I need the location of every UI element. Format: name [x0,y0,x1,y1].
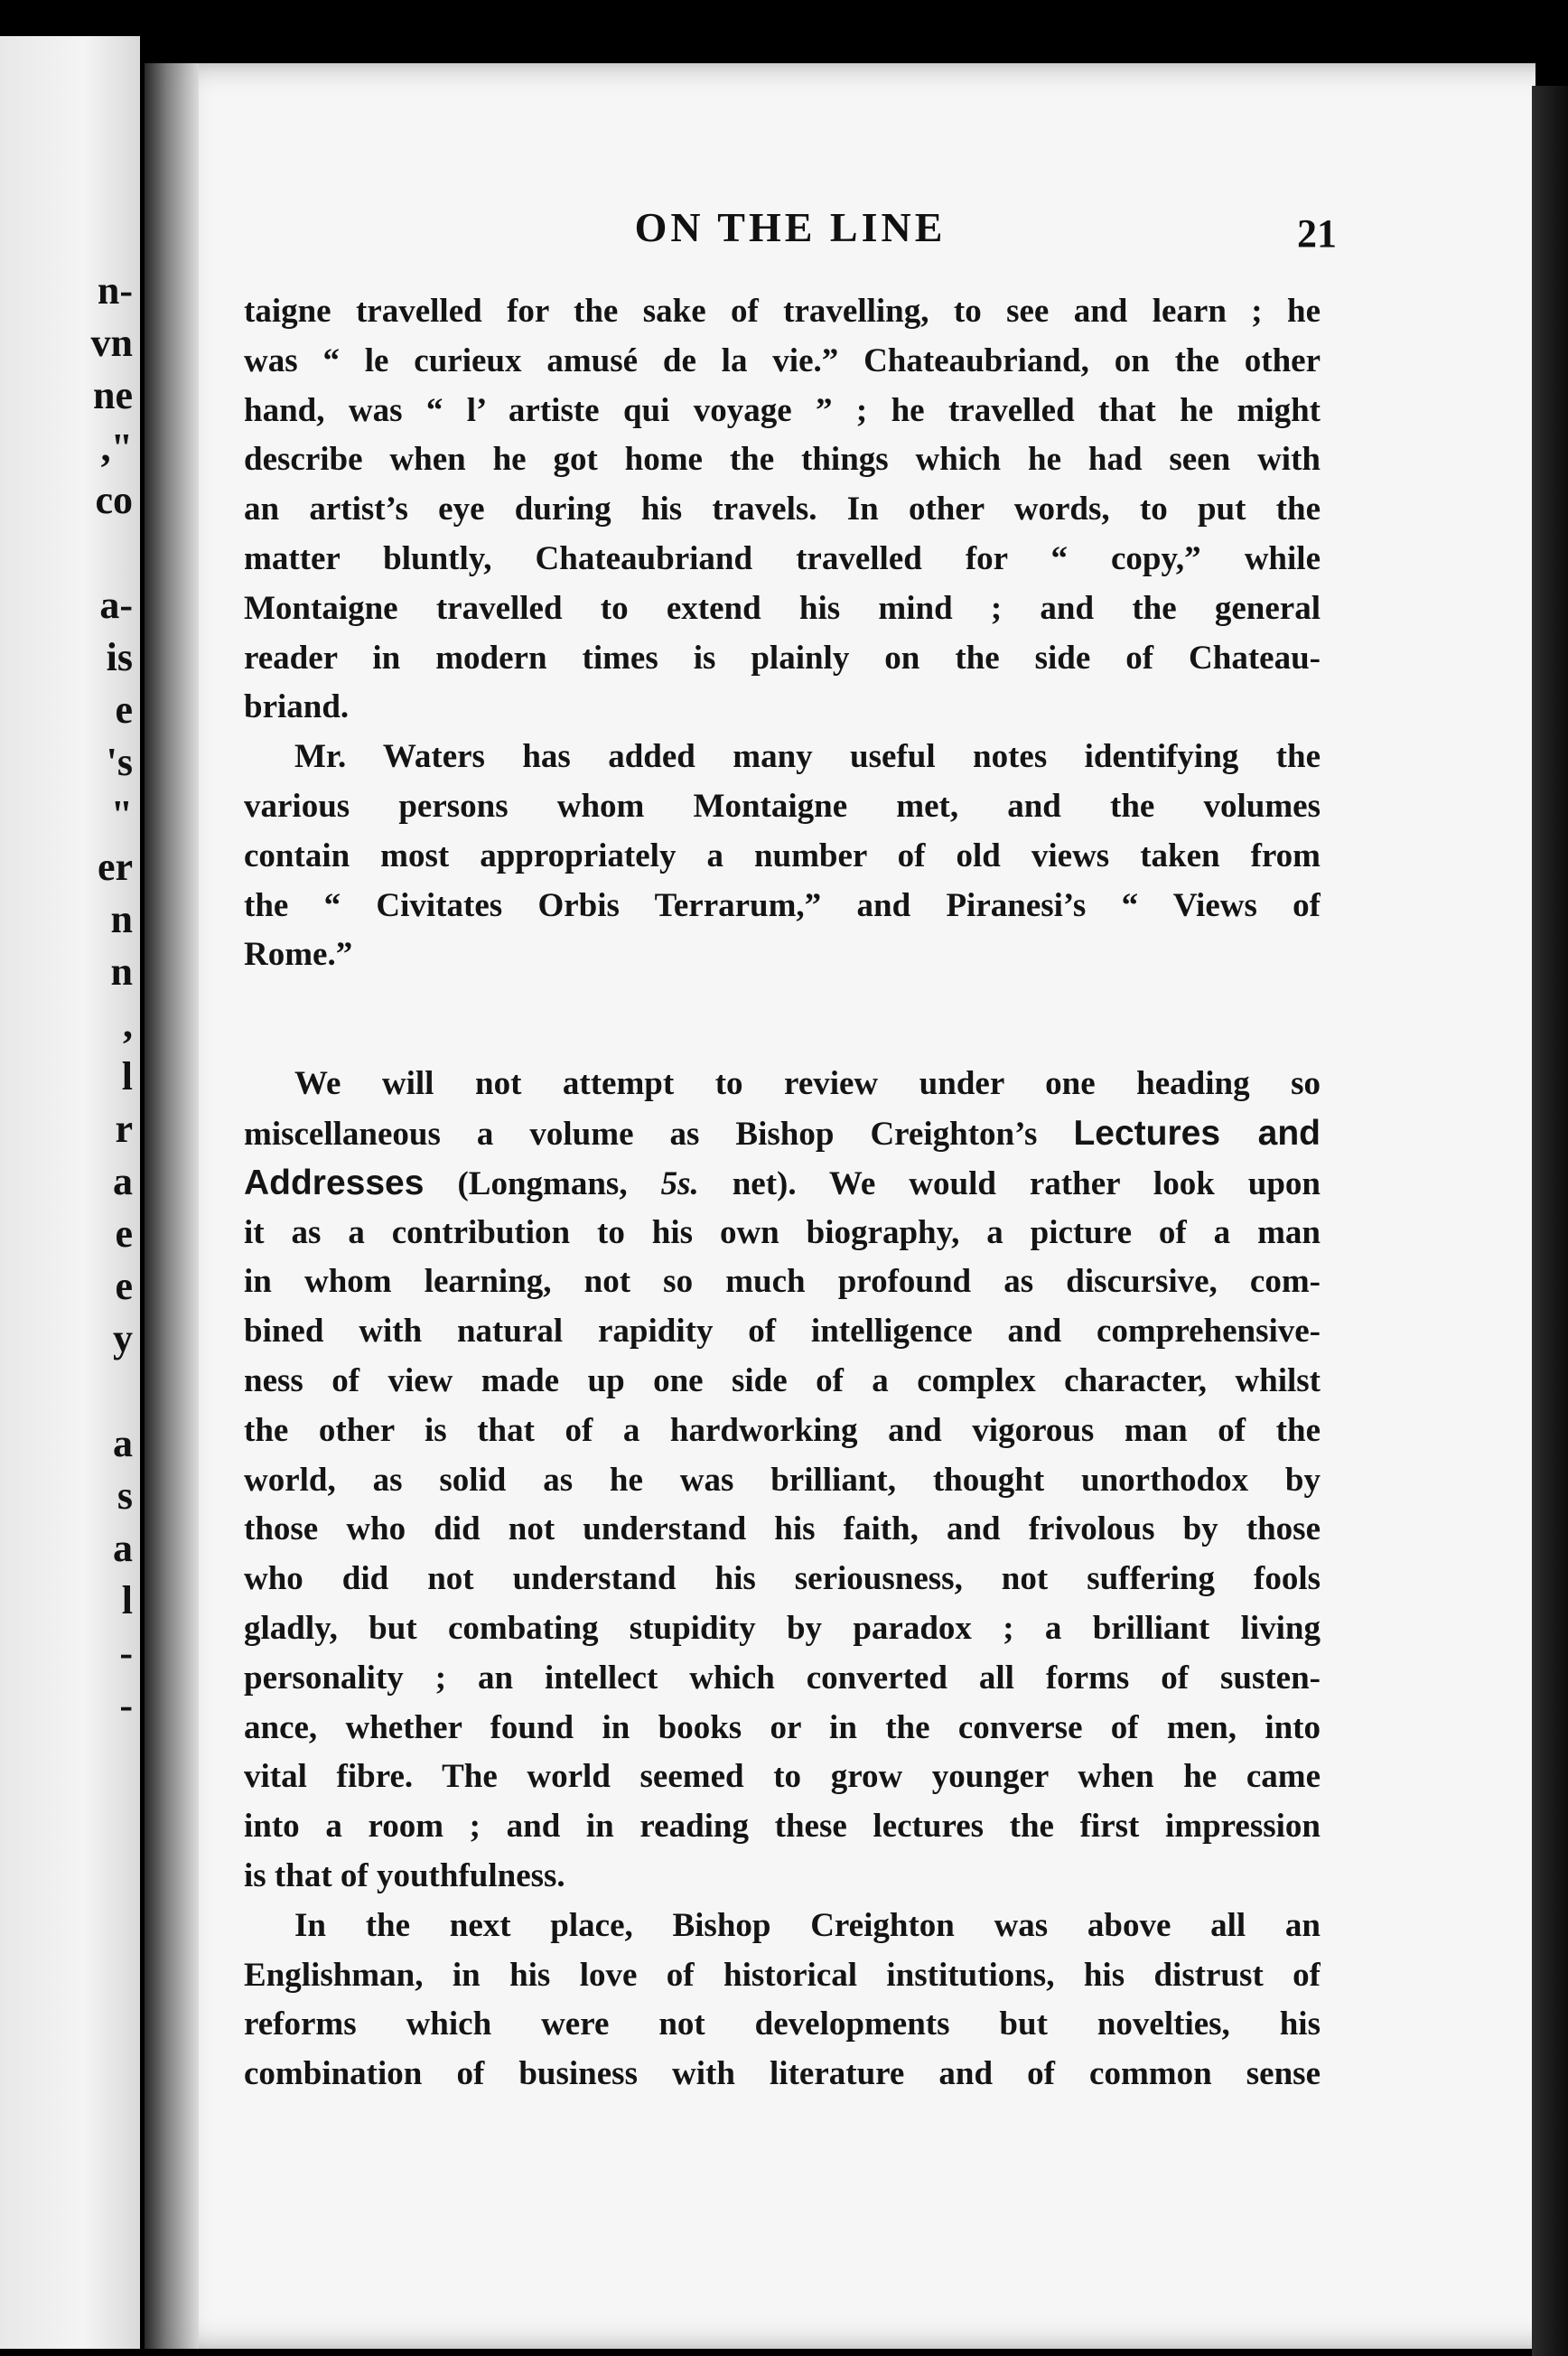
left-fragment: co [95,478,133,522]
left-fragment: e [115,1211,133,1256]
left-fragment: 's [106,740,133,784]
left-fragment: l [121,1578,133,1622]
text-line: hand, was “ l’ artiste qui voyage ” ; he travelled that he might [244,391,1321,429]
text-run: miscellaneous a volume as Bishop Creighton’s [244,1115,1038,1153]
left-fragment: ne [93,373,133,417]
text-line: personality ; an intellect which converted all forms of susten- [244,1659,1321,1697]
text-line: the “ Civitates Orbis Terrarum,” and Piranesi’s “ Views of [244,886,1321,924]
text-line: who did not understand his seriousness, not suffering fools [244,1560,1321,1598]
left-fragment: a [113,1526,133,1570]
left-fragment: a- [99,583,133,627]
text-line: We will not attempt to review under one heading so [294,1065,1321,1103]
text-line: into a room ; and in reading these lectures the first impression [244,1808,1321,1846]
paragraph-1 [244,287,1321,733]
text-run: (Longmans, [457,1164,661,1202]
text-line: describe when he got home the things which he had seen with [244,441,1321,479]
text-line: reader in modern times is plainly on the side of Chateau- [244,639,1321,677]
text-line [244,1109,1321,1159]
text-line: contain most appropriately a number of old views taken from [244,837,1321,874]
text-line: ness of view made up one side of a complex character, whilst [244,1361,1321,1399]
left-fragment: a [113,1421,133,1465]
page-gutter-shadow [145,63,199,2349]
text-line: Englishman, in his love of historical institutions, his distrust of [244,1956,1321,1994]
left-fragment: n [110,897,133,941]
text-line: world, as solid as he was brilliant, thought unorthodox by [244,1461,1321,1499]
text-run: net). We would rather look upon [698,1164,1321,1202]
left-fragment: e [115,687,133,732]
price: 5s. [660,1164,699,1202]
left-fragment: a [113,1159,133,1203]
book-title: Lectures and [1073,1113,1321,1153]
book-cover-edge [1532,86,1568,2356]
text-line: gladly, but combating stupidity by paradox ; a brilliant living [244,1609,1321,1647]
left-fragment: l [121,1054,133,1099]
left-fragment: is [106,635,133,679]
paragraph-4 [244,1902,1321,2099]
text-line: Rome.” [244,936,353,974]
book-title: Addresses [244,1163,425,1202]
text-line: it as a contribution to his own biography, a picture of a man [244,1213,1321,1251]
paragraph-3 [244,1060,1321,1902]
text-line: ance, whether found in books or in the converse of men, into [244,1708,1321,1746]
left-fragment: r [115,1107,133,1151]
previous-page-edge [0,36,140,2349]
paragraph-2 [244,733,1321,980]
page-header [244,203,1337,266]
text-line: matter bluntly, Chateaubriand travelled for “ copy,” while [244,539,1321,577]
text-line: In the next place, Bishop Creighton was above all an [294,1906,1321,1944]
text-line: vital fibre. The world seemed to grow younger when he came [244,1758,1321,1796]
left-fragment: n- [97,268,133,313]
section-break [244,980,1321,1060]
text-line: Montaigne travelled to extend his mind ; and the general [244,589,1321,627]
left-fragment: n [110,949,133,994]
left-fragment: e [115,1264,133,1308]
text-line: various persons whom Montaigne met, and the volumes [244,787,1321,825]
text-line [244,1159,1321,1209]
text-line: is that of youthfulness. [244,1856,565,1894]
text-line: Mr. Waters has added many useful notes identifying the [294,738,1321,776]
body-text [244,287,1321,2099]
text-line: was “ le curieux amusé de la vie.” Chateaubriand, on the other [244,341,1321,379]
left-fragment: - [119,1631,133,1675]
running-head: ON THE LINE [634,204,947,250]
left-fragment: ," [100,425,133,470]
text-line: taigne travelled for the sake of travelling, to see and learn ; he [244,293,1321,330]
left-fragment: y [113,1316,133,1360]
left-fragment: , [123,1002,133,1046]
left-fragment: s [117,1473,133,1518]
text-line: bined with natural rapidity of intelligence and comprehensive- [244,1313,1321,1351]
page-number: 21 [1297,211,1337,256]
text-line: an artist’s eye during his travels. In other words, to put the [244,491,1321,528]
text-line: reforms which were not developments but novelties, his [244,2005,1321,2043]
left-fragment: " [110,792,133,837]
left-fragment: er [97,845,133,889]
text-line: briand. [244,688,350,726]
text-line: in whom learning, not so much profound as discursive, com- [244,1263,1321,1301]
left-fragment: vn [90,321,133,365]
text-line: combination of business with literature and of common sense [244,2055,1321,2093]
text-line: those who did not understand his faith, and frivolous by those [244,1510,1321,1548]
text-line: the other is that of a hardworking and vigorous man of the [244,1411,1321,1449]
left-fragment: - [119,1683,133,1727]
